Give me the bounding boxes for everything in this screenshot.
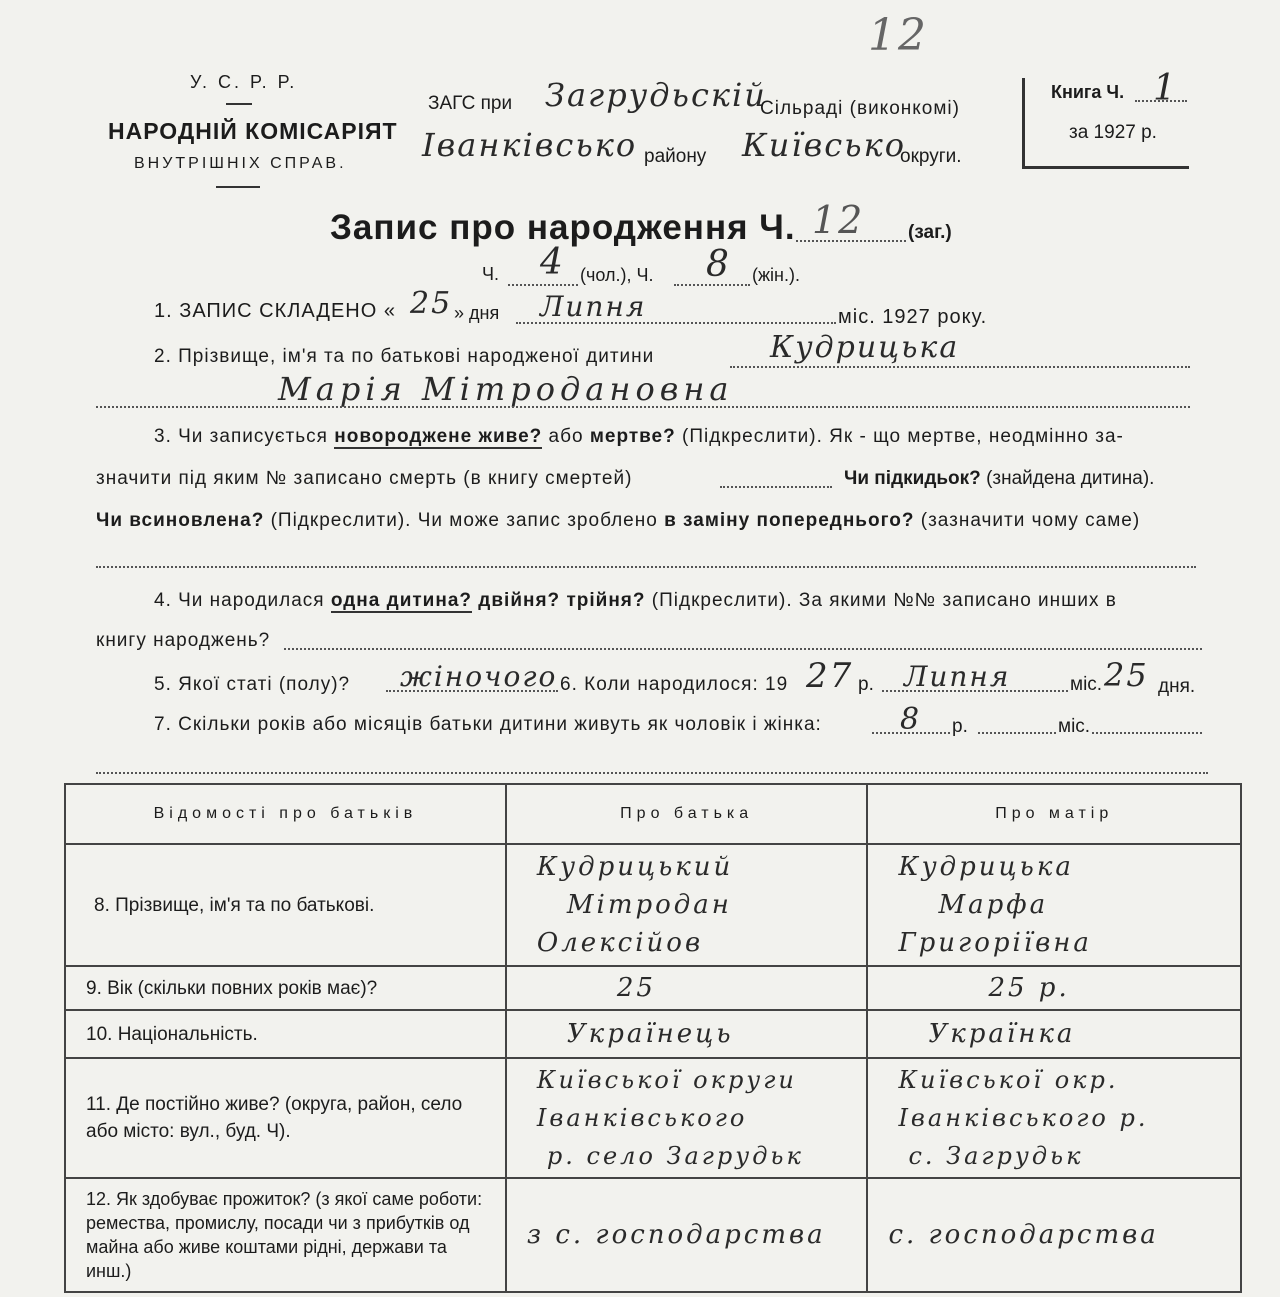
mother-occupation: с. господарства <box>888 1220 1159 1250</box>
field-6-dnya: дня. <box>1158 676 1196 697</box>
field-7-years: 8 <box>900 702 922 737</box>
book-label: Книга Ч. <box>1051 82 1125 102</box>
field-6-label: 6. Коли народилося: 19 <box>560 674 789 695</box>
field-2-label: 2. Прізвище, ім'я та по батькові народженої дитини <box>154 346 655 367</box>
page-number: 12 <box>868 10 928 61</box>
field-7-label: 7. Скільки років або місяців батьки дитини живуть як чоловік і жінка: <box>154 714 822 735</box>
row-label: 10. Національність. <box>65 1010 506 1058</box>
field-1-day: 25 <box>410 286 453 321</box>
field-1-day-suffix: » дня <box>454 303 500 323</box>
header-parents-info: Відомості про батьків <box>65 784 506 844</box>
field-4-line-2: книгу народжень? <box>96 630 271 651</box>
field-3-line-2: значити під яким № записано смерть (в книгу смертей) <box>96 468 633 489</box>
mother-patronymic: Григоріївна <box>898 928 1092 958</box>
father-cell <box>506 1058 868 1178</box>
field-4-line-1: 4. Чи народилася одна дитина? двійня? трійня? (Підкреслити). За якими №№ записано инших в <box>154 590 1117 611</box>
father-age: 25 <box>616 973 656 1003</box>
count-label: Ч. <box>482 264 499 284</box>
header-father: Про батька <box>506 784 868 844</box>
male-label: (чол.), Ч. <box>580 265 654 285</box>
field-2-surname: Кудрицька <box>770 330 960 365</box>
father-cell <box>506 844 868 966</box>
option-alive: новороджене живе? <box>334 426 543 447</box>
header-mother: Про матір <box>867 784 1241 844</box>
department-label: ВНУТРІШНІХ СПРАВ. <box>134 155 347 172</box>
record-number: 12 <box>812 198 865 242</box>
father-nationality: Українець <box>566 1019 734 1049</box>
table-row <box>65 1058 1241 1178</box>
district-label: району <box>644 146 707 167</box>
row-label: 9. Вік (скільки повних років має)? <box>65 966 506 1010</box>
divider <box>216 186 260 188</box>
father-address-1: Київської округи <box>536 1066 797 1094</box>
district-value: Іванківсько <box>422 126 638 164</box>
republic-label: У. С. Р. Р. <box>190 72 298 92</box>
commissariat-label: НАРОДНІЙ КОМІСАРІЯТ <box>108 118 398 144</box>
field-5-value: жіночого <box>400 660 558 693</box>
field-6-r: р. <box>858 674 874 695</box>
zags-label: ЗАГС при <box>428 93 513 114</box>
row-label: 11. Де постійно живе? (округа, район, село або місто: вул., буд. Ч). <box>65 1058 506 1178</box>
mother-cell <box>867 1178 1241 1292</box>
father-cell <box>506 1010 868 1058</box>
female-label: (жін.). <box>752 265 800 285</box>
field-6-year: 27 <box>806 656 854 696</box>
mother-nationality: Українка <box>928 1019 1076 1049</box>
divider <box>226 103 252 105</box>
mother-address-2: Іванківського р. <box>898 1104 1149 1132</box>
council-label: Сільраді (виконкомі) <box>760 98 960 119</box>
zags-value: Загрудьскій <box>545 76 767 114</box>
field-5-label: 5. Якої статі (полу)? <box>154 674 351 695</box>
father-cell <box>506 966 868 1010</box>
field-1-label: 1. ЗАПИС СКЛАДЕНО « <box>154 300 396 322</box>
mother-cell <box>867 844 1241 966</box>
book-year: за 1927 р. <box>1069 122 1157 143</box>
field-6-day: 25 <box>1104 656 1149 694</box>
mother-name: Марфа <box>938 890 1049 920</box>
table-row <box>65 1178 1241 1292</box>
row-label: 12. Як здобуває прожиток? (з якої саме роботи: ремества, промислу, посади чи з прибутків од майна або живе коштами рідні, держави та инш.) <box>65 1178 506 1292</box>
record-title: Запис про народження Ч. <box>330 208 796 247</box>
father-patronymic: Олексійов <box>536 928 704 958</box>
record-suffix: (заг.) <box>908 222 952 243</box>
table-row <box>65 966 1241 1010</box>
mother-address-3: с. Загрудьк <box>908 1142 1084 1170</box>
field-1-month: Липня <box>540 290 647 323</box>
mother-age: 25 р. <box>988 973 1070 1003</box>
option-dead: мертве? <box>589 426 676 447</box>
mother-surname: Кудрицька <box>898 852 1074 882</box>
mother-cell <box>867 1058 1241 1178</box>
mother-address-1: Київської окр. <box>898 1066 1119 1094</box>
field-1-year: міс. 1927 року. <box>838 306 988 328</box>
option-one-child: одна дитина? <box>330 590 473 611</box>
mother-cell <box>867 1010 1241 1058</box>
okrug-value: Київсько <box>742 126 906 164</box>
book-value: 1 <box>1153 68 1178 109</box>
field-3-line-1: 3. Чи записується новороджене живе? або мертве? (Підкреслити). Як - що мертве, неодмінно за- <box>154 426 1124 447</box>
father-name: Мітродан <box>566 890 732 920</box>
field-7-r: р. <box>952 716 968 737</box>
field-2-name: Марія Мітродановна <box>278 370 734 408</box>
father-cell <box>506 1178 868 1292</box>
row-label: 8. Прізвище, ім'я та по батькові. <box>65 844 506 966</box>
parents-table <box>64 783 1242 1293</box>
okrug-label: округи. <box>900 146 962 167</box>
father-address-3: р. село Загрудьк <box>546 1142 804 1170</box>
field-3-line-2b: Чи підкидьок? (знайдена дитина). <box>844 468 1155 489</box>
father-occupation: з с. господарства <box>526 1220 826 1250</box>
table-row <box>65 1010 1241 1058</box>
male-count: 4 <box>540 242 565 283</box>
field-7-mis: міс. <box>1058 716 1091 737</box>
female-count: 8 <box>706 244 731 285</box>
mother-cell <box>867 966 1241 1010</box>
book-box <box>1022 68 1189 169</box>
table-row <box>65 844 1241 966</box>
field-3-line-3: Чи всиновлена? (Підкреслити). Чи може запис зроблено в заміну попереднього? (зазначити чому саме) <box>96 510 1141 531</box>
father-surname: Кудрицький <box>536 852 734 882</box>
father-address-2: Іванківського <box>536 1104 748 1132</box>
table-header-row <box>65 784 1241 844</box>
field-6-mis: міс. <box>1070 674 1103 695</box>
field-6-month: Липня <box>904 660 1011 693</box>
